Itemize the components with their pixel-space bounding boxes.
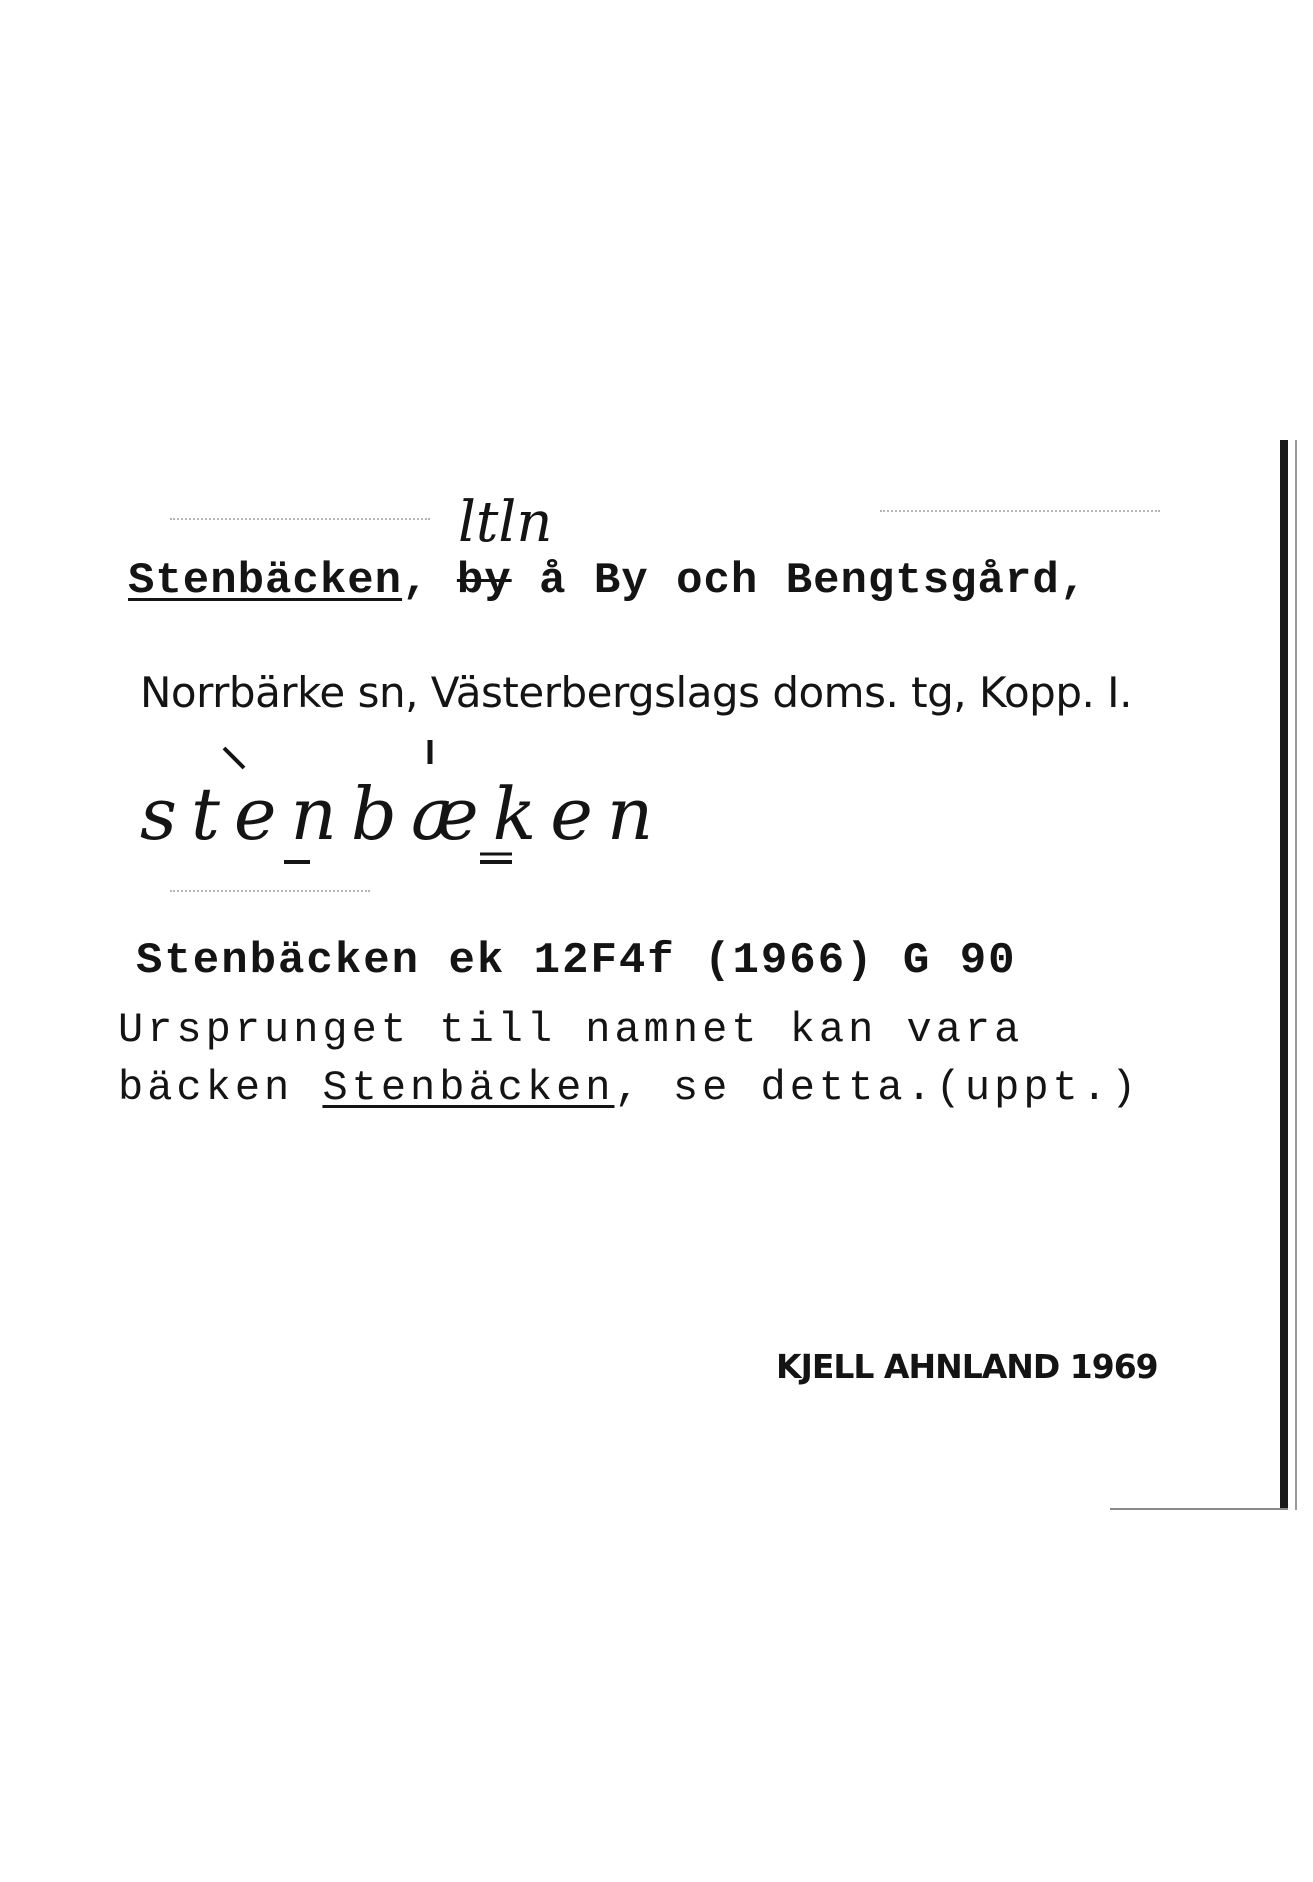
note-suffix: , se detta.(uppt.)	[614, 1064, 1141, 1112]
note-line-2	[118, 1064, 1140, 1112]
signature: KJELL AHNLAND 1969	[776, 1347, 1158, 1386]
note-line-1: Ursprunget till namnet kan vara	[118, 1006, 1024, 1054]
map-reference-line: Stenbäcken ek 12F4f (1966) G 90	[136, 936, 1017, 986]
grave-accent-mark	[224, 748, 244, 768]
note-prefix: bäcken	[118, 1064, 323, 1112]
headword-description: å By och Bengtsgård,	[511, 556, 1088, 606]
headword: Stenbäcken	[128, 556, 403, 606]
headword-separator: ,	[402, 556, 457, 606]
struck-word: by	[456, 556, 512, 606]
note-name: Stenbäcken	[322, 1064, 615, 1112]
phonetic-transcription: stenbæken	[140, 772, 668, 856]
location-line: Norrbärke sn, Västerbergslags doms. tg, Kopp. I.	[140, 668, 1132, 717]
handwritten-note: ltln	[458, 490, 553, 555]
